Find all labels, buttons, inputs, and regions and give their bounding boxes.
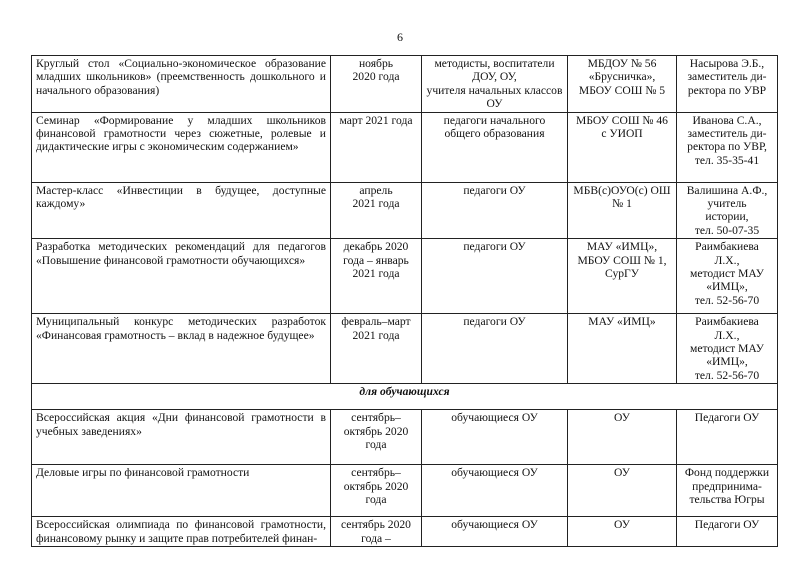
cell-responsible: Педагоги ОУ xyxy=(677,517,778,547)
cell-participants: педагоги ОУ xyxy=(422,314,568,384)
cell-venue: МБВ(с)ОУО(с) ОШ № 1 xyxy=(568,182,677,239)
table-row xyxy=(32,239,778,314)
cell-venue: МАУ «ИМЦ», МБОУ СОШ № 1, СурГУ xyxy=(568,239,677,314)
cell-event: Семинар «Формирование у младших школьников финансовой грамотности через сюжетные, ролевые и дидактические игры с экономическим содержанием» xyxy=(32,112,331,182)
section-row xyxy=(32,384,778,410)
cell-date: сентябрь– октябрь 2020 года xyxy=(331,465,422,517)
table-row xyxy=(32,465,778,517)
cell-date: сентябрь– октябрь 2020 года xyxy=(331,410,422,465)
cell-date: сентябрь 2020 года – xyxy=(331,517,422,547)
cell-event: Всероссийская олимпиада по финансовой грамотности, финансовому рынку и защите прав потребителей финан- xyxy=(32,517,331,547)
page-number: 6 xyxy=(397,30,403,44)
section-title: для обучающихся xyxy=(32,384,778,410)
cell-venue: МБОУ СОШ № 46 с УИОП xyxy=(568,112,677,182)
cell-responsible: Валишина А.Ф., учитель истории, тел. 50-07-35 xyxy=(677,182,778,239)
cell-event: Всероссийская акция «Дни финансовой грамотности в учебных заведениях» xyxy=(32,410,331,465)
cell-date: февраль–март 2021 года xyxy=(331,314,422,384)
cell-responsible: Фонд поддержки предпринима- тельства Югры xyxy=(677,465,778,517)
cell-date: апрель 2021 года xyxy=(331,182,422,239)
cell-participants: обучающиеся ОУ xyxy=(422,517,568,547)
cell-event: Круглый стол «Социально-экономическое образование младших школьников» (преемственность дошкольного и начального образования) xyxy=(32,56,331,113)
cell-event: Разработка методических рекомендаций для педагогов «Повышение финансовой грамотности обучающихся» xyxy=(32,239,331,314)
cell-participants: методисты, воспитатели ДОУ, ОУ, учителя начальных классов ОУ xyxy=(422,56,568,113)
table-row xyxy=(32,112,778,182)
cell-venue: МБДОУ № 56 «Брусничка», МБОУ СОШ № 5 xyxy=(568,56,677,113)
cell-participants: педагоги ОУ xyxy=(422,182,568,239)
events-table xyxy=(31,55,778,547)
cell-venue: ОУ xyxy=(568,410,677,465)
cell-date: ноябрь 2020 года xyxy=(331,56,422,113)
cell-participants: педагоги ОУ xyxy=(422,239,568,314)
cell-participants: обучающиеся ОУ xyxy=(422,410,568,465)
cell-responsible: Педагоги ОУ xyxy=(677,410,778,465)
cell-responsible: Насырова Э.Б., заместитель ди- ректора по УВР xyxy=(677,56,778,113)
cell-date: март 2021 года xyxy=(331,112,422,182)
cell-responsible: Раимбакиева Л.Х., методист МАУ «ИМЦ», тел. 52-56-70 xyxy=(677,239,778,314)
cell-event: Муниципальный конкурс методических разработок «Финансовая грамотность – вклад в надежное будущее» xyxy=(32,314,331,384)
table-row xyxy=(32,314,778,384)
cell-participants: обучающиеся ОУ xyxy=(422,465,568,517)
cell-venue: МАУ «ИМЦ» xyxy=(568,314,677,384)
cell-date: декабрь 2020 года – январь 2021 года xyxy=(331,239,422,314)
cell-participants: педагоги начального общего образования xyxy=(422,112,568,182)
cell-responsible: Раимбакиева Л.Х., методист МАУ «ИМЦ», тел. 52-56-70 xyxy=(677,314,778,384)
table-row xyxy=(32,182,778,239)
cell-event: Мастер-класс «Инвестиции в будущее, доступные каждому» xyxy=(32,182,331,239)
cell-responsible: Иванова С.А., заместитель ди- ректора по УВР, тел. 35-35-41 xyxy=(677,112,778,182)
cell-venue: ОУ xyxy=(568,465,677,517)
table-row xyxy=(32,56,778,113)
cell-event: Деловые игры по финансовой грамотности xyxy=(32,465,331,517)
table-row xyxy=(32,410,778,465)
cell-venue: ОУ xyxy=(568,517,677,547)
table-row xyxy=(32,517,778,547)
